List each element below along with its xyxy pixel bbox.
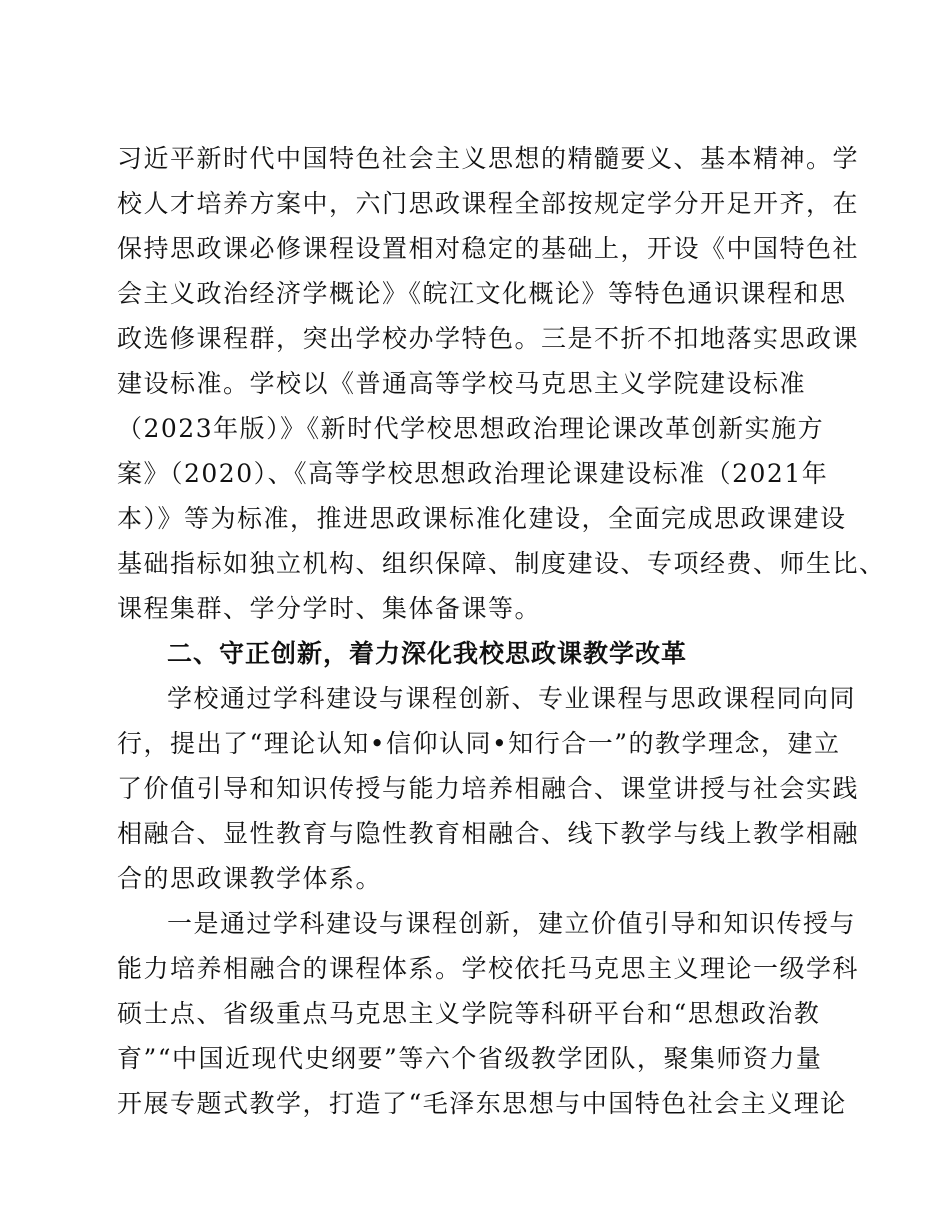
text-line: 政选修课程群，突出学校办学特色。三是不折不扣地落实思政课 [117, 324, 860, 353]
text-line: 育”“中国近现代史纲要”等六个省级教学团队，聚集师资力量 [117, 1044, 823, 1073]
text-line: 开展专题式教学，打造了“毛泽东思想与中国特色社会主义理论 [117, 1089, 847, 1118]
text-line: 合的思政课教学体系。 [117, 864, 383, 893]
text-line: 了价值引导和知识传授与能力培养相融合、课堂讲授与社会实践 [117, 774, 860, 803]
text-line: 基础指标如独立机构、组织保障、制度建设、专项经费、师生比、 [117, 549, 886, 578]
text-line: 一是通过学科建设与课程创新，建立价值引导和知识传授与 [167, 909, 857, 938]
text-line: （2023年版）》《新时代学校思想政治理论课改革创新实施方 [117, 414, 825, 443]
text-line: 会主义政治经济学概论》《皖江文化概论》等特色通识课程和思 [117, 279, 847, 308]
text-line: 校人才培养方案中，六门思政课程全部按规定学分开足开齐，在 [117, 189, 860, 218]
text-line: 相融合、显性教育与隐性教育相融合、线下教学与线上教学相融 [117, 819, 860, 848]
text-line: 学校通过学科建设与课程创新、专业课程与思政课程同向同 [167, 684, 857, 713]
text-line: 保持思政课必修课程设置相对稳定的基础上，开设《中国特色社 [117, 234, 860, 263]
text-line: 案》（2020）、《高等学校思想政治理论课建设标准（2021年 [117, 459, 829, 488]
document-body [117, 136, 886, 1126]
text-line: 本）》等为标准，推进思政课标准化建设，全面完成思政课建设 [117, 504, 847, 533]
text-line: 能力培养相融合的课程体系。学校依托马克思主义理论一级学科 [117, 954, 860, 983]
section-heading: 二、守正创新，着力深化我校思政课教学改革 [167, 639, 688, 668]
text-line: 硕士点、省级重点马克思主义学院等科研平台和“思想政治教 [117, 999, 821, 1028]
text-line: 行，提出了“理论认知•信仰认同•知行合一”的教学理念，建立 [117, 729, 841, 758]
text-line: 习近平新时代中国特色社会主义思想的精髓要义、基本精神。学 [117, 144, 860, 173]
text-line: 课程集群、学分学时、集体备课等。 [117, 594, 542, 623]
text-line: 建设标准。学校以《普通高等学校马克思主义学院建设标准 [117, 369, 807, 398]
